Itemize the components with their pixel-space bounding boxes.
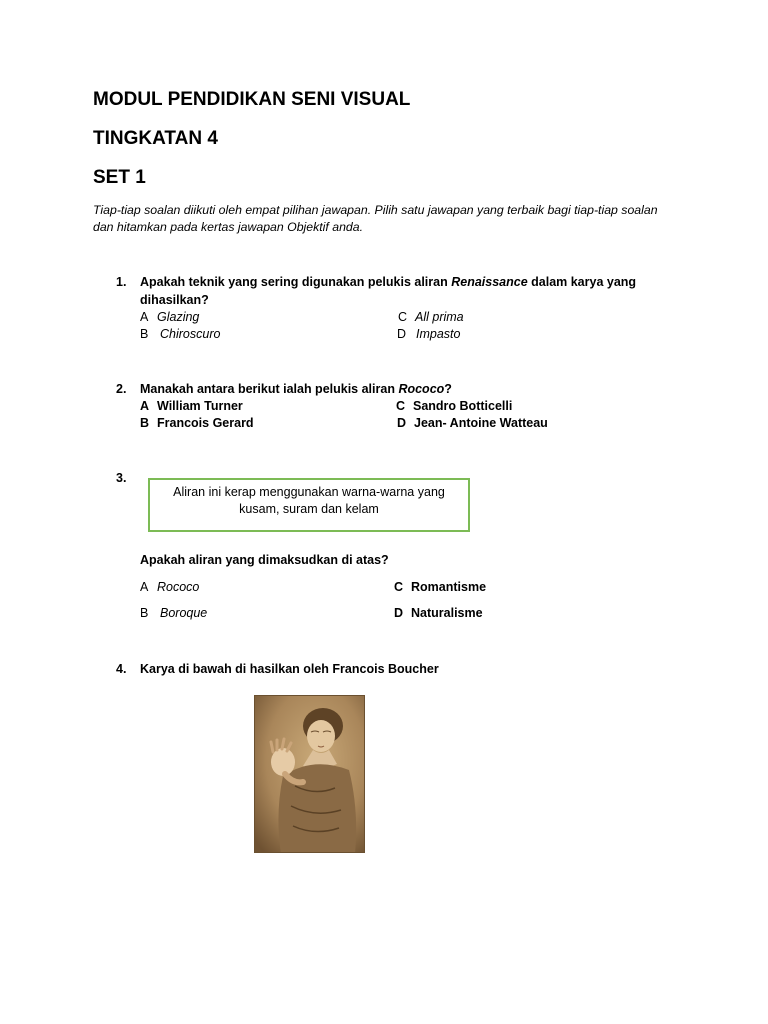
painting-illustration	[255, 696, 365, 853]
option-text: Impasto	[416, 327, 461, 341]
question-3-stimulus-box	[148, 478, 470, 532]
option-letter: C	[398, 310, 408, 324]
option-letter: D	[394, 606, 404, 620]
question-1-option-c[interactable]	[398, 309, 464, 326]
option-text: Francois Gerard	[157, 416, 254, 430]
option-text: William Turner	[157, 399, 243, 413]
question-1-text-italic: Renaissance	[451, 275, 528, 289]
option-text: Rococo	[157, 580, 200, 594]
option-letter: A	[140, 310, 149, 324]
question-2-text-end: ?	[444, 382, 452, 396]
option-text: All prima	[415, 310, 464, 324]
stimulus-line-1: Aliran ini kerap menggunakan warna-warna yang	[173, 485, 445, 499]
option-letter: D	[397, 416, 407, 430]
option-letter: A	[140, 580, 149, 594]
instructions-text: Tiap-tiap soalan diikuti oleh empat pilihan jawapan. Pilih satu jawapan yang terbaik bagi tiap-tiap soalan dan hitamkan pada kertas jawapan Objektif anda.	[93, 203, 658, 234]
set-heading: SET 1	[93, 167, 146, 188]
question-1-option-a[interactable]	[140, 309, 199, 326]
option-text: Sandro Botticelli	[413, 399, 513, 413]
question-2-option-b[interactable]	[140, 415, 254, 432]
question-1-text-start: Apakah teknik yang sering digunakan pelukis aliran	[140, 275, 452, 289]
question-2-option-d[interactable]	[397, 415, 548, 432]
question-4-text: Karya di bawah di hasilkan oleh Francois Boucher	[140, 662, 439, 676]
question-3-option-a[interactable]	[140, 579, 199, 596]
question-3-number: 3.	[116, 471, 127, 485]
question-3-option-d[interactable]	[394, 605, 483, 622]
question-1-option-d[interactable]	[397, 326, 460, 343]
option-letter: B	[140, 327, 149, 341]
option-text: Boroque	[160, 606, 208, 620]
option-letter: A	[140, 399, 150, 413]
document-title: MODUL PENDIDIKAN SENI VISUAL	[93, 89, 411, 110]
question-2-number: 2.	[116, 382, 127, 396]
question-1-text-line2: dihasilkan?	[140, 293, 209, 307]
question-1-option-b[interactable]	[140, 326, 220, 343]
question-3-option-b[interactable]	[140, 605, 207, 622]
option-text: Naturalisme	[411, 606, 483, 620]
option-letter: D	[397, 327, 407, 341]
question-2-text-italic: Rococo	[398, 382, 445, 396]
option-letter: B	[140, 416, 150, 430]
question-2-text	[140, 380, 452, 398]
option-text: Jean- Antoine Watteau	[414, 416, 548, 430]
option-text: Romantisme	[411, 580, 487, 594]
stimulus-line-2: kusam, suram dan kelam	[239, 502, 379, 516]
question-2-text-start: Manakah antara berikut ialah pelukis aliran	[140, 382, 399, 396]
boucher-painting-image	[254, 695, 365, 853]
option-text: Glazing	[157, 310, 200, 324]
option-text: Chiroscuro	[160, 327, 221, 341]
question-1-text-end: dalam karya yang	[527, 275, 637, 289]
level-heading: TINGKATAN 4	[93, 128, 218, 149]
option-letter: B	[140, 606, 149, 620]
question-3-option-c[interactable]	[394, 579, 486, 596]
question-1-number: 1.	[116, 275, 127, 289]
question-2-option-a[interactable]	[140, 398, 243, 415]
question-1-text	[140, 273, 636, 291]
question-2-option-c[interactable]	[396, 398, 512, 415]
option-letter: C	[396, 399, 406, 413]
question-3-text: Apakah aliran yang dimaksudkan di atas?	[140, 553, 389, 567]
option-letter: C	[394, 580, 404, 594]
question-4-number: 4.	[116, 662, 127, 676]
